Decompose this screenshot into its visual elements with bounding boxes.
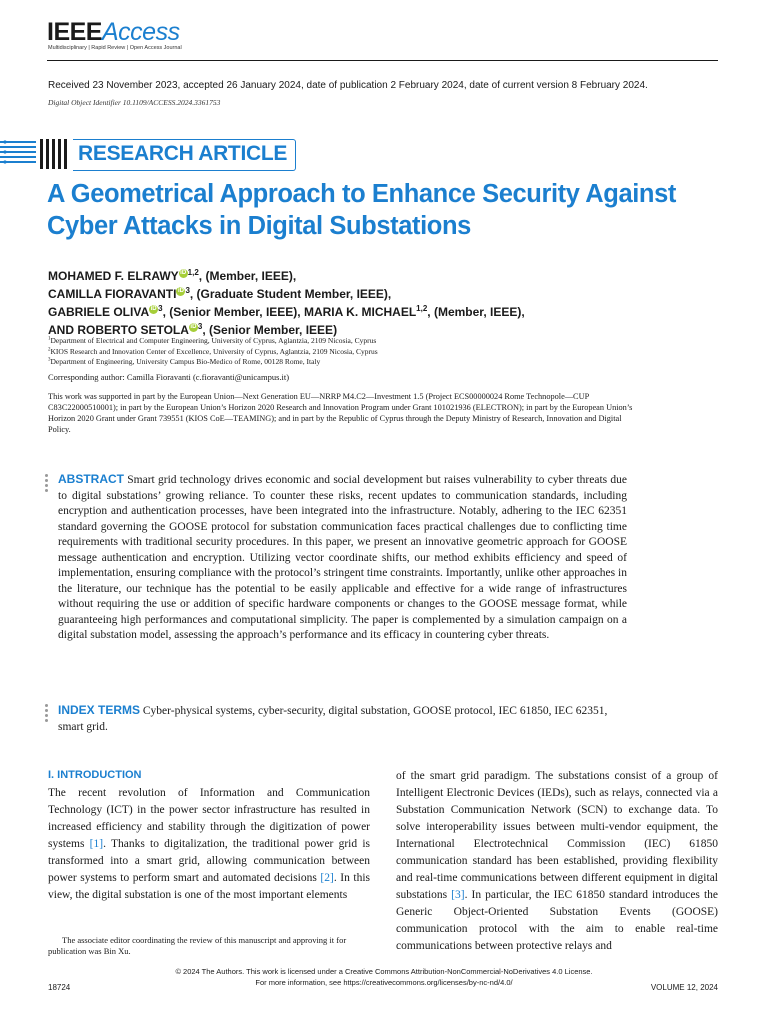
author-role: , (Graduate Student Member, IEEE),	[189, 287, 392, 301]
header-divider	[47, 60, 718, 61]
volume-label: VOLUME 12, 2024	[650, 983, 718, 992]
article-type-label: RESEARCH ARTICLE	[78, 142, 288, 165]
affiliation-text: KIOS Research and Innovation Center of Excellence, University of Cyprus, Aglantzia, 2109 Nicosia, Cyprus	[50, 347, 378, 356]
author-name: CAMILLA FIORAVANTI	[48, 287, 177, 301]
index-terms-heading: INDEX TERMS	[58, 703, 141, 717]
affiliation-number: 2	[48, 347, 51, 353]
author-role: , (Senior Member, IEEE)	[202, 323, 338, 337]
body-text: of the smart grid paradigm. The substations consist of a group of Intelligent Electronic Devices (IEDs), such as relays, connected via a Substation Communication Network (SCN) to exchange data. To solve interoperability issues between multi-vendor equipment, the International Electrotechnical Commission (IEC) 61850 communication standard has been established, providing flexibility and real-time communications between different equipment in digital substations	[396, 770, 718, 901]
author-name: MOHAMED F. ELRAWY	[48, 269, 179, 283]
author-affil-sup: 1,2	[416, 304, 428, 313]
author-affil-sup: 3	[197, 322, 203, 331]
index-dots-icon	[45, 704, 50, 724]
author-name: AND ROBERTO SETOLA	[48, 323, 189, 337]
journal-tagline: Multidisciplinary | Rapid Review | Open Access Journal	[48, 45, 182, 51]
body-column-right	[396, 768, 718, 955]
affiliation-2	[48, 347, 378, 356]
journal-logo	[47, 18, 180, 47]
abstract	[58, 472, 627, 644]
corresponding-author: Corresponding author: Camilla Fioravanti (c.fioravanti@unicampus.it)	[48, 372, 290, 382]
author-role: , (Senior Member, IEEE), MARIA K. MICHAEL	[162, 305, 417, 319]
citation-link[interactable]: [2]	[320, 872, 334, 884]
affiliation-3	[48, 357, 320, 366]
doi-line: Digital Object Identifier 10.1109/ACCESS.2024.3361753	[48, 98, 221, 107]
body-text: . In particular, the IEC 61850 standard introduces the Generic Object-Oriented Substation Events (GOOSE) communication protocol with the aim to enable real-time communications between protective relays and	[396, 889, 718, 952]
body-column-left	[48, 785, 370, 904]
banner-stripes-icon	[0, 137, 68, 171]
page-number: 18724	[48, 983, 71, 992]
body-text: . Thanks to digitalization, the traditional power grid is transformed into a smart grid, allowing communication between power systems to perform smart and automated decisions	[48, 838, 370, 884]
author-name: GABRIELE OLIVA	[48, 305, 150, 319]
received-dates: Received 23 November 2023, accepted 26 January 2024, date of publication 2 February 2024, date of current version 8 February 2024.	[48, 80, 648, 91]
author-line-4	[48, 322, 337, 337]
author-role: , (Member, IEEE),	[198, 269, 297, 283]
abstract-text: Smart grid technology drives economic and social development but raises vulnerability to cyber threats due to digital substations’ growing reliance. To counter these risks, recent updates to communication standards, including encryption and authentication processes, have been integrated into the infrastructure. Notably, adhering to the IEC 62351 standard governing the GOOSE protocol for substation communication faces practical challenges due to conflicting time requirements with traditional security procedures. In this paper, we present an innovative geometric approach for GOOSE message authentication and encryption. Utilizing vector coordinate shifts, our method exhibits efficiency and speed of implementation, ensuring compliance with the protocol’s stringent time constraints. Importantly, unlike other approaches in the literature, our technique has the potential to be easily applicable and effective for a wide range of infrastructures without requiring the use or addition of specific hardware components or changes to the GOOSE message format, while guaranteeing high performances and computational simplicity. The paper is complemented by a simulation campaign on a digital substation model, assessing the approach’s performance and its efficacy in countering cyber threats.	[58, 474, 627, 641]
affiliation-number: 1	[48, 336, 51, 342]
orcid-icon[interactable]: iD	[190, 324, 197, 330]
affiliation-number: 3	[48, 357, 51, 363]
orcid-icon[interactable]: iD	[150, 306, 157, 312]
index-terms-text: Cyber-physical systems, cyber-security, digital substation, GOOSE protocol, IEC 61850, IEC 62351, smart grid.	[58, 705, 608, 733]
abstract-dots-icon	[45, 474, 50, 494]
author-affil-sup: 3	[185, 286, 190, 295]
author-role: , (Member, IEEE),	[427, 305, 525, 319]
affiliation-text: Department of Engineering, University Campus Bio-Medico of Rome, 00128 Rome, Italy	[50, 357, 321, 366]
abstract-heading: ABSTRACT	[58, 472, 124, 486]
section-heading: I. INTRODUCTION	[48, 769, 142, 781]
logo-ieee: IEEE	[47, 18, 102, 46]
license-line: © 2024 The Authors. This work is licensed under a Creative Commons Attribution-NonCommercial-NoDerivatives 4.0 License.	[175, 967, 593, 976]
author-line-1	[48, 268, 296, 283]
index-terms	[58, 703, 627, 735]
body-text: The recent revolution of Information and Communication Technology (ICT) in the power sector infrastructure has resulted in increased efficiency and stability through the digitization of power systems	[48, 787, 370, 850]
orcid-icon[interactable]: iD	[180, 270, 187, 276]
article-type-banner	[73, 139, 296, 171]
author-line-2	[48, 286, 391, 301]
affiliation-text: Department of Electrical and Computer Engineering, University of Cyprus, Aglantzia, 2109 Nicosia, Cyprus	[50, 336, 377, 345]
orcid-icon[interactable]: iD	[177, 288, 184, 294]
citation-link[interactable]: [3]	[451, 889, 465, 901]
editor-footnote: The associate editor coordinating the review of this manuscript and approving it for publication was Bin Xu.	[48, 935, 347, 956]
body-text: . In this view, the digital substation is one of the most important elements	[48, 872, 370, 901]
funding-statement: This work was supported in part by the European Union—Next Generation EU—NRRP M4.C2—Investment 1.5 (Project ECS00000024 Rome Technopole—CUP C83C22000510001); in part by the European Union’s Horizon 2020 Research and Innovation Program under Grant 101021936 (ELECTRON); in part by the European Union’s Horizon 2020 Grant under Grant 739551 (KIOS CoE—TEAMING); and in part by the Republic of Cyprus through the Deputy Ministry of Research, Innovation and Digital Policy.	[48, 392, 633, 434]
paper-title: A Geometrical Approach to Enhance Security Against Cyber Attacks in Digital Substations	[47, 180, 676, 240]
author-line-3	[48, 304, 525, 319]
affiliation-1	[48, 336, 376, 345]
author-affil-sup: 1,2	[187, 268, 199, 277]
license-url-line[interactable]: For more information, see https://creativecommons.org/licenses/by-nc-nd/4.0/	[255, 978, 513, 987]
author-affil-sup: 3	[158, 304, 163, 313]
logo-access: Access	[101, 18, 180, 46]
citation-link[interactable]: [1]	[89, 838, 104, 850]
